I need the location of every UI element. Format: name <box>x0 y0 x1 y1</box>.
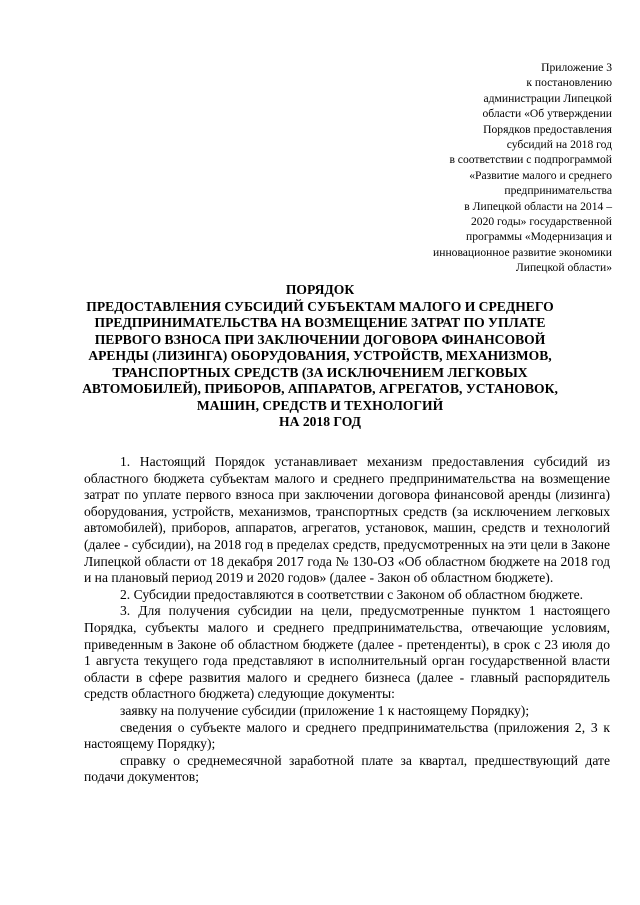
appendix-line: субсидий на 2018 год <box>506 138 612 152</box>
title-line: ПРЕДПРИНИМАТЕЛЬСТВА НА ВОЗМЕЩЕНИЕ ЗАТРАТ ПО УПЛАТЕ <box>94 315 546 330</box>
appendix-line: «Развитие малого и среднего <box>469 168 612 182</box>
appendix-line: администрации Липецкой <box>483 91 612 105</box>
appendix-line: к постановлению <box>526 76 612 90</box>
paragraph: 2. Субсидии предоставляются в соответствии с Законом об областном бюджете. <box>120 586 584 602</box>
appendix-line: инновационное развитие экономики <box>433 245 612 259</box>
title-line: МАШИН, СРЕДСТВ И ТЕХНОЛОГИЙ <box>196 397 444 413</box>
appendix-line: предпринимательства <box>504 184 612 198</box>
title-line: ПЕРВОГО ВЗНОСА ПРИ ЗАКЛЮЧЕНИИ ДОГОВОРА ФИНАНСОВОЙ <box>94 331 546 347</box>
appendix-line: Липецкой области» <box>515 261 612 275</box>
title-line: ПОРЯДОК <box>285 282 355 297</box>
appendix-line: области «Об утверждении <box>482 107 612 121</box>
paragraph: 3. Для получения субсидии на цели, предусмотренные пунктом 1 настоящего Порядка, субъекты малого и среднего предпринимательства, отвечающие условиям, приведенным в Законе об областном бюджете (далее - претенденты), в срок с 23 июля до 1 августа текущего года представляют в исполнительный орган государственной власти области в сфере развития малого и среднего бизнеса (далее - главный распорядитель средств областного бюджета) следующие документы: <box>84 603 610 702</box>
appendix-line: Порядков предоставления <box>483 122 612 136</box>
appendix-block <box>433 60 612 276</box>
document-title <box>30 282 610 431</box>
title-line: ТРАНСПОРТНЫХ СРЕДСТВ (ЗА ИСКЛЮЧЕНИЕМ ЛЕГКОВЫХ <box>112 364 528 380</box>
title-line: НА 2018 ГОД <box>279 414 361 429</box>
document-body <box>84 454 610 786</box>
appendix-line: 2020 годы» государственной <box>470 215 612 229</box>
appendix-line: Приложение 3 <box>541 61 612 74</box>
title-line: АРЕНДЫ (ЛИЗИНГА) ОБОРУДОВАНИЯ, УСТРОЙСТВ, МЕХАНИЗМОВ, <box>88 348 552 363</box>
appendix-line: в соответствии с подпрограммой <box>449 153 612 167</box>
appendix-line: в Липецкой области на 2014 – <box>464 199 612 213</box>
title-line: АВТОМОБИЛЕЙ), ПРИБОРОВ, АППАРАТОВ, АГРЕГАТОВ, УСТАНОВОК, <box>82 381 558 396</box>
paragraph: заявку на получение субсидии (приложение 1 к настоящему Порядку); <box>120 702 530 718</box>
appendix-line: программы «Модернизация и <box>466 230 612 244</box>
paragraph: 1. Настоящий Порядок устанавливает механизм предоставления субсидий из областного бюджета субъектам малого и среднего предпринимательства на возмещение затрат по уплате первого взноса при заключении договора финансовой аренды (лизинга) оборудования, устройств, механизмов, транспортных средств (за исключением легковых автомобилей), приборов, аппаратов, агрегатов, установок, машин, средств и технологий (далее - субсидии), на 2018 год в пределах средств, предусмотренных на эти цели в Законе Липецкой области от 18 декабря 2017 года № 130-ОЗ «Об областном бюджете на 2018 год и на плановый период 2019 и 2020 годов» (далее - Закон об областном бюджете). <box>84 454 610 586</box>
paragraph: справку о среднемесячной заработной плате за квартал, предшествующий дате подачи документов; <box>84 752 610 785</box>
title-line: ПРЕДОСТАВЛЕНИЯ СУБСИДИЙ СУБЪЕКТАМ МАЛОГО И СРЕДНЕГО <box>86 298 554 314</box>
paragraph: сведения о субъекте малого и среднего предпринимательства (приложения 2, 3 к настоящему Порядку); <box>84 719 610 752</box>
